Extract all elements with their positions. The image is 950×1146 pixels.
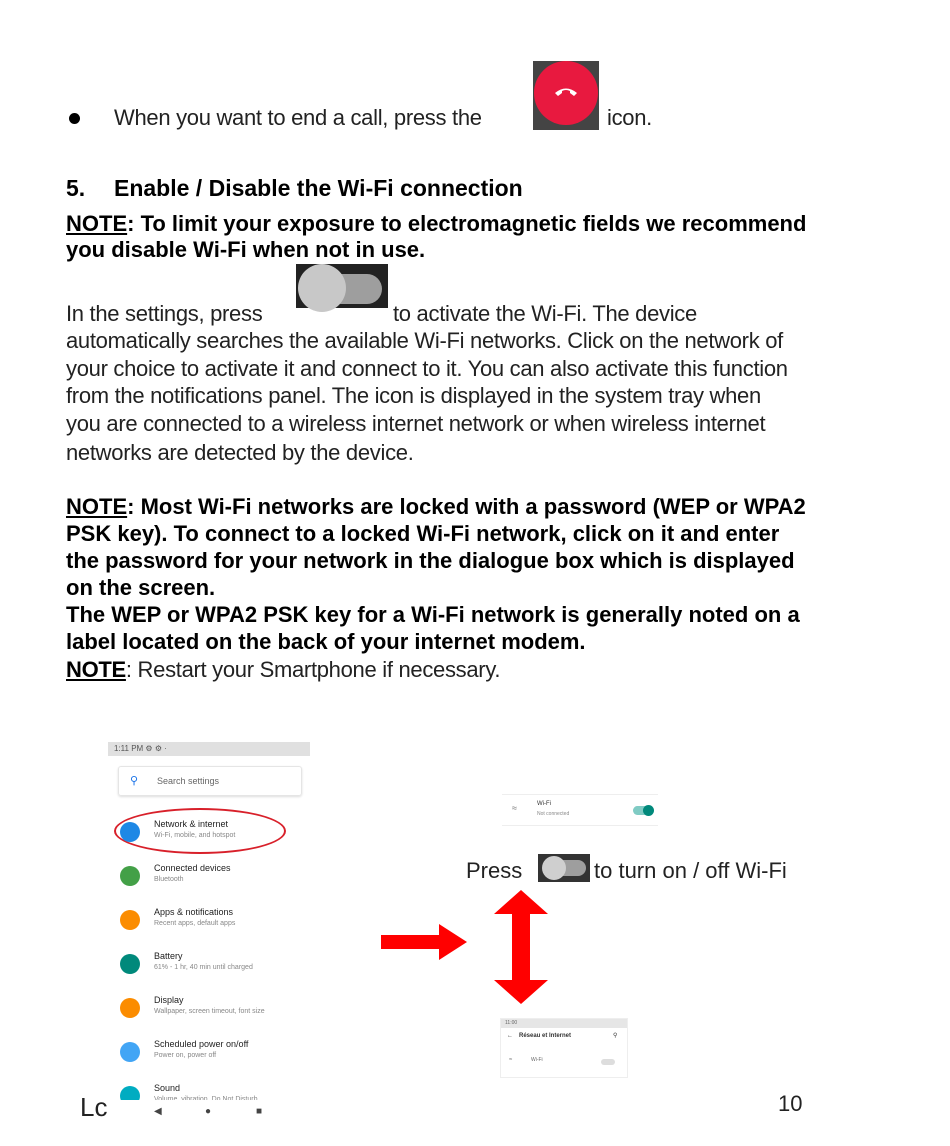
note1-line2: you disable Wi-Fi when not in use. [66,237,426,262]
back-arrow-icon: ← [507,1033,513,1039]
wifi-icon [120,822,140,842]
press-caption-after: to turn on / off Wi-Fi [594,858,787,883]
phone-settings-screenshot [108,742,310,1126]
settings-item-display[interactable]: Display Wallpaper, screen timeout, font size [108,992,310,1032]
para-first-after: to activate the Wi-Fi. The device [393,301,697,326]
note-label: NOTE [66,494,128,519]
press-caption-before: Press [466,858,523,883]
network-internet-screenshot [500,1018,628,1078]
mini-header-title: Réseau et Internet [519,1033,572,1039]
phone-nav-bar [108,1100,310,1126]
display-icon [120,998,140,1018]
search-icon: ⚲ [130,775,139,787]
bullet-text-before: When you want to end a call, press the [114,105,482,130]
press-toggle-icon [538,854,590,882]
note1 [66,211,806,263]
section-number: 5. [66,175,86,201]
settings-item-battery[interactable]: Battery 61% - 1 hr, 40 min until charged [108,948,310,988]
note2-line6: label located on the back of your internet modem. [66,629,586,654]
mini-search-icon: ⚲ [613,1033,618,1039]
settings-item-connected-devices[interactable]: Connected devices Bluetooth [108,860,310,900]
note2-line3: the password for your network in the dialogue box which is displayed [66,548,795,573]
search-settings-input[interactable] [118,766,302,796]
para-line2: automatically searches the available Wi-Fi networks. Click on the network of [66,328,783,353]
double-arrow-icon [494,890,548,1004]
settings-item-sound[interactable]: Sound [108,1080,310,1120]
wifi-row-screenshot [502,794,658,826]
note2-line5: The WEP or WPA2 PSK key for a Wi-Fi network is generally noted on a [66,602,800,627]
recents-icon[interactable]: ■ [256,1106,263,1117]
devices-icon [120,866,140,886]
note2-line2: PSK key). To connect to a locked Wi-Fi network, click on it and enter [66,521,780,546]
mini-wifi-icon: ≈ [509,1057,513,1063]
wifi-icon: ≈ [512,803,517,813]
note3-text: : Restart your Smartphone if necessary. [125,657,501,682]
wifi-row-status: Not connected [537,811,570,817]
page-number: 10 [778,1091,803,1116]
mini-wifi-toggle[interactable] [601,1059,615,1065]
footer-brand: Lc [80,1092,108,1122]
note-label: NOTE [66,211,128,236]
power-icon [120,1042,140,1062]
para-line4: from the notifications panel. The icon is displayed in the system tray when [66,383,761,408]
note3 [66,656,500,684]
note-label: NOTE [66,657,126,682]
note2-line1: : Most Wi-Fi networks are locked with a password (WEP or WPA2 [127,494,806,519]
mini-wifi-row: Wi-Fi [531,1057,543,1063]
search-placeholder: Search settings [157,776,220,786]
para-first: In the settings, press [66,301,263,326]
para-line6: networks are detected by the device. [66,440,414,465]
battery-icon [120,954,140,974]
bullet-dot [69,113,80,124]
wifi-mini-toggle[interactable] [633,806,653,815]
settings-item-apps[interactable]: Apps & notifications Recent apps, default apps [108,904,310,944]
settings-item-network[interactable]: Network & internet Wi-Fi, mobile, and hotspot [108,816,310,856]
bullet-text-after: icon. [607,105,652,130]
apps-icon [120,910,140,930]
note1-line1: : To limit your exposure to electromagnetic fields we recommend [127,211,807,236]
para-line3: your choice to activate it and connect to it. You can also activate this function [66,355,788,381]
note2 [66,493,884,655]
wifi-row-title: Wi-Fi [537,801,551,807]
mini-status-bar: 11:00 [501,1019,627,1028]
right-arrow-icon [381,924,467,960]
note2-line4: on the screen. [66,575,216,600]
settings-item-scheduled-power[interactable]: Scheduled power on/off Power on, power off [108,1036,310,1076]
status-time: 1:11 PM [114,744,144,753]
end-call-icon [533,61,599,130]
home-icon[interactable]: ● [205,1106,212,1117]
paragraph-body [66,327,788,467]
wifi-toggle-icon [296,264,388,308]
section-title: Enable / Disable the Wi-Fi connection [114,175,523,201]
para-line5: you are connected to a wireless internet network or when wireless internet [66,410,766,436]
phone-status-bar: 1:11 PM ⚙ ⚙ · [108,742,310,756]
back-icon[interactable]: ◀ [154,1106,162,1117]
